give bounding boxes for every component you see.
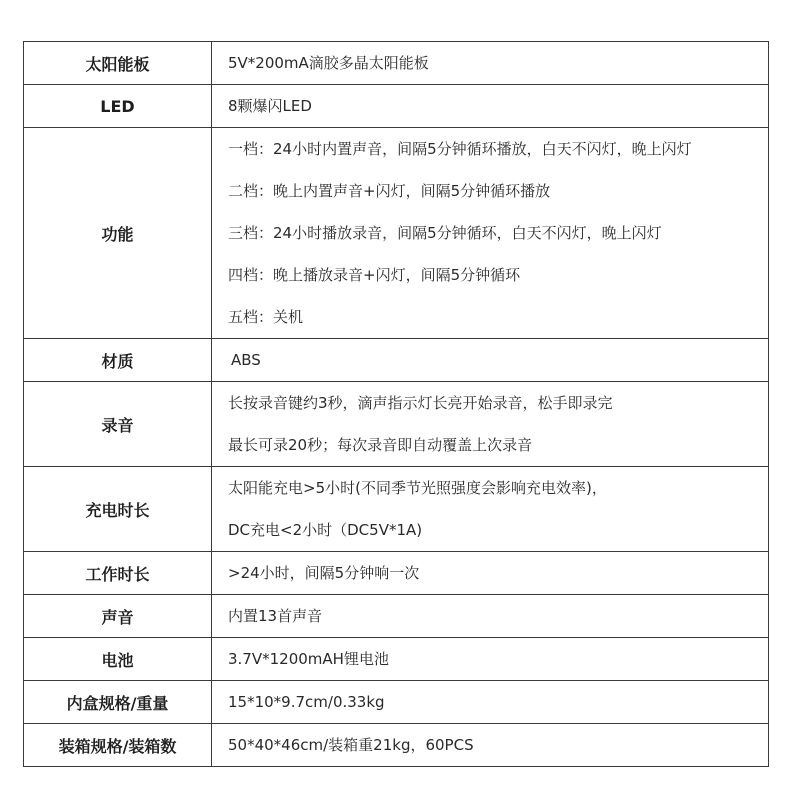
- spec-value-line: 一档：24小时内置声音，间隔5分钟循环播放，白天不闪灯，晚上闪灯: [228, 140, 692, 158]
- spec-value-line: 太阳能充电>5小时(不同季节光照强度会影响充电效率)，: [228, 479, 607, 497]
- spec-value: [212, 339, 769, 382]
- spec-label: LED: [24, 85, 212, 128]
- spec-row-charging-time: [24, 467, 769, 552]
- spec-value-line: 最长可录20秒；每次录音即自动覆盖上次录音: [228, 436, 533, 454]
- spec-row-recording: [24, 382, 769, 467]
- spec-label: 声音: [24, 595, 212, 638]
- spec-value-line: 内置13首声音: [228, 607, 323, 625]
- spec-row-sound: [24, 595, 769, 638]
- spec-value-line: 15*10*9.7cm/0.33kg: [228, 693, 385, 711]
- spec-value-line: 长按录音键约3秒，滴声指示灯长亮开始录音，松手即录完: [228, 394, 613, 412]
- spec-value-line: DC充电<2小时（DC5V*1A): [228, 521, 423, 539]
- spec-label: 电池: [24, 638, 212, 681]
- spec-value-line: 四档：晚上播放录音+闪灯，间隔5分钟循环: [228, 266, 521, 284]
- spec-value-line: 3.7V*1200mAH锂电池: [228, 650, 389, 668]
- spec-value: [212, 42, 769, 85]
- spec-value: [212, 681, 769, 724]
- spec-value-line: 五档：关机: [228, 308, 304, 326]
- spec-value-line: 三档：24小时播放录音，间隔5分钟循环，白天不闪灯，晚上闪灯: [228, 224, 662, 242]
- spec-row-function: [24, 128, 769, 339]
- spec-label: 太阳能板: [24, 42, 212, 85]
- spec-label: 充电时长: [24, 467, 212, 552]
- spec-value-line: >24小时，间隔5分钟响一次: [228, 564, 420, 582]
- spec-row-working-time: [24, 552, 769, 595]
- spec-label: 录音: [24, 382, 212, 467]
- spec-value: [212, 724, 769, 767]
- spec-row-solar-panel: [24, 42, 769, 85]
- spec-value-line: 50*40*46cm/装箱重21kg，60PCS: [228, 736, 474, 754]
- spec-label: 材质: [24, 339, 212, 382]
- spec-row-inner-box: [24, 681, 769, 724]
- spec-value-line: 8颗爆闪LED: [228, 97, 312, 115]
- spec-row-battery: [24, 638, 769, 681]
- spec-row-material: [24, 339, 769, 382]
- spec-label: 装箱规格/装箱数: [24, 724, 212, 767]
- spec-label: 工作时长: [24, 552, 212, 595]
- product-spec-table: [23, 41, 769, 767]
- spec-value: [212, 85, 769, 128]
- spec-label: 内盒规格/重量: [24, 681, 212, 724]
- spec-value-line: 二档：晚上内置声音+闪灯，间隔5分钟循环播放: [228, 182, 551, 200]
- spec-value: [212, 382, 769, 467]
- spec-row-led: [24, 85, 769, 128]
- spec-value: [212, 552, 769, 595]
- spec-value: [212, 128, 769, 339]
- spec-label: 功能: [24, 128, 212, 339]
- spec-value-line: ABS: [231, 351, 261, 369]
- spec-value: [212, 467, 769, 552]
- spec-value: [212, 595, 769, 638]
- spec-value-line: 5V*200mA滴胶多晶太阳能板: [228, 54, 429, 72]
- spec-row-carton: [24, 724, 769, 767]
- spec-value: [212, 638, 769, 681]
